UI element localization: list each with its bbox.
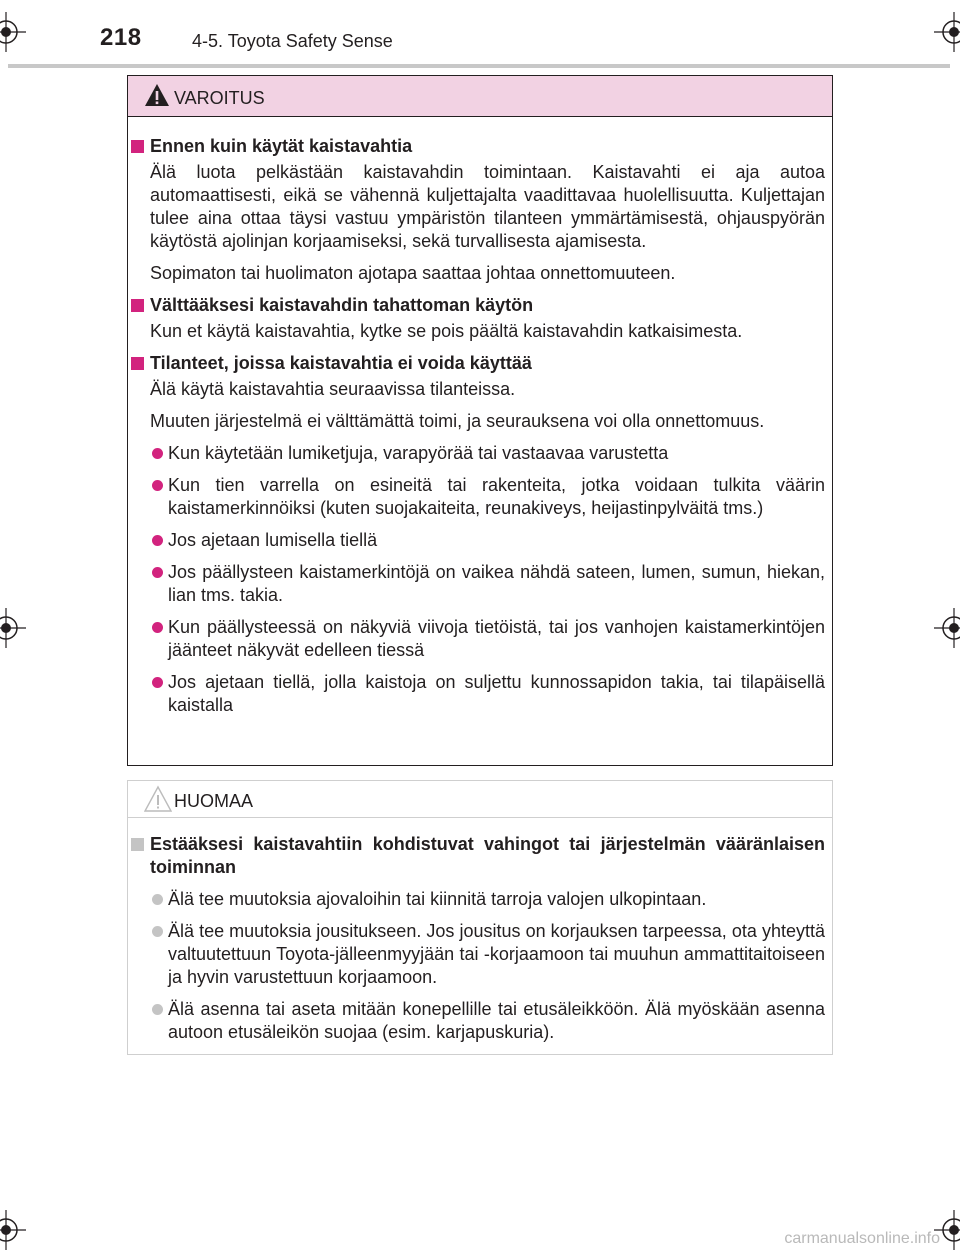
round-bullet-icon: [152, 535, 163, 546]
section-title: 4-5. Toyota Safety Sense: [192, 31, 393, 51]
paragraph: Muuten järjestelmä ei välttämättä toimi, ja seurauksena voi olla onnettomuus.: [150, 411, 765, 431]
registration-mark-top-right-icon: [934, 12, 960, 52]
registration-mark-top-left-icon: [0, 12, 26, 52]
warning-content: [128, 135, 832, 717]
list-item: Jos ajetaan tiellä, jolla kaistoja on suljettu kunnossapidon takia, tai tilapäisellä kaistalla: [128, 671, 832, 717]
paragraph: Kun et käytä kaistavahtia, kytke se pois päältä kaistavahdin katkaisimesta.: [150, 321, 743, 341]
list-item: Jos päällysteen kaistamerkintöjä on vaikea nähdä sateen, lumen, sumun, hiekan, lian tms. takia.: [128, 561, 832, 607]
list-item: Kun päällysteessä on näkyviä viivoja tietöistä, tai jos vanhojen kaistamerkintöjen jäänteet näkyvät edelleen tiessä: [128, 616, 832, 662]
warning-title: VAROITUS: [174, 88, 265, 108]
notice-box: [127, 780, 833, 1055]
round-bullet-icon: [152, 894, 163, 905]
caution-triangle-icon: [144, 785, 172, 818]
list-item: Älä tee muutoksia ajovaloihin tai kiinnitä tarroja valojen ulkopintaan.: [128, 888, 832, 911]
warning-triangle-icon: [144, 83, 170, 112]
list-item: Älä tee muutoksia jousitukseen. Jos jousitus on korjauksen tarpeessa, ota yhteyttä valtuutettuun Toyota-jälleenmyyjään tai -korjaamoon tai muuhun ammattitaitoiseen ja hyvin varustettuun korjaamoon.: [128, 920, 832, 989]
section-heading: Tilanteet, joissa kaistavahtia ei voida käyttää: [128, 352, 832, 375]
registration-mark-mid-left-icon: [0, 608, 26, 648]
list-item: Älä asenna tai aseta mitään konepellille tai etusäleikköön. Älä myöskään asenna autoon etusäleikön suojaa (esim. karjapuskuria).: [128, 998, 832, 1044]
round-bullet-icon: [152, 480, 163, 491]
section-heading: Välttääksesi kaistavahdin tahattoman käytön: [128, 294, 832, 317]
registration-mark-bottom-left-icon: [0, 1210, 26, 1250]
section-heading: Estääksesi kaistavahtiin kohdistuvat vahingot tai järjestelmän vääränlaisen toiminnan: [128, 833, 832, 879]
registration-mark-mid-right-icon: [934, 608, 960, 648]
notice-title: HUOMAA: [174, 791, 254, 811]
header-divider: [8, 64, 950, 68]
watermark: carmanualsonline.info: [784, 1230, 940, 1247]
round-bullet-icon: [152, 622, 163, 633]
round-bullet-icon: [152, 926, 163, 937]
list-item: Jos ajetaan lumisella tiellä: [128, 529, 832, 552]
round-bullet-icon: [152, 677, 163, 688]
square-bullet-icon: [131, 140, 144, 153]
list-item: Kun tien varrella on esineitä tai rakenteita, jotka voidaan tulkita väärin kaistamerkinnöiksi (kuten suojakaiteita, reunakiveys, heijastinpylväitä tms.): [128, 474, 832, 520]
notice-header: [128, 781, 832, 818]
round-bullet-icon: [152, 448, 163, 459]
round-bullet-icon: [152, 567, 163, 578]
section-heading: Ennen kuin käytät kaistavahtia: [128, 135, 832, 158]
square-bullet-icon: [131, 838, 144, 851]
round-bullet-icon: [152, 1004, 163, 1015]
page-number: 218: [100, 24, 142, 51]
warning-box: [127, 75, 833, 766]
list-item: Kun käytetään lumiketjuja, varapyörää tai vastaavaa varustetta: [128, 442, 832, 465]
notice-content: [128, 833, 832, 1044]
paragraph: Älä luota pelkästään kaistavahdin toimintaan. Kaistavahti ei aja autoa automaattisesti, eikä se vähennä kuljettajalta vaadittavaa huolellisuutta. Kuljettajan tulee aina ottaa täysi vastuu ympäristön tilanteen ymmärtämisestä, ohjauspyörän käytöstä ajolinjan korjaamiseksi, sekä turvallisesta ajamisesta.: [150, 162, 825, 251]
warning-header: [128, 76, 832, 117]
square-bullet-icon: [131, 357, 144, 370]
paragraph: Sopimaton tai huolimaton ajotapa saattaa johtaa onnettomuuteen.: [150, 263, 676, 283]
paragraph: Älä käytä kaistavahtia seuraavissa tilanteissa.: [150, 379, 516, 399]
square-bullet-icon: [131, 299, 144, 312]
